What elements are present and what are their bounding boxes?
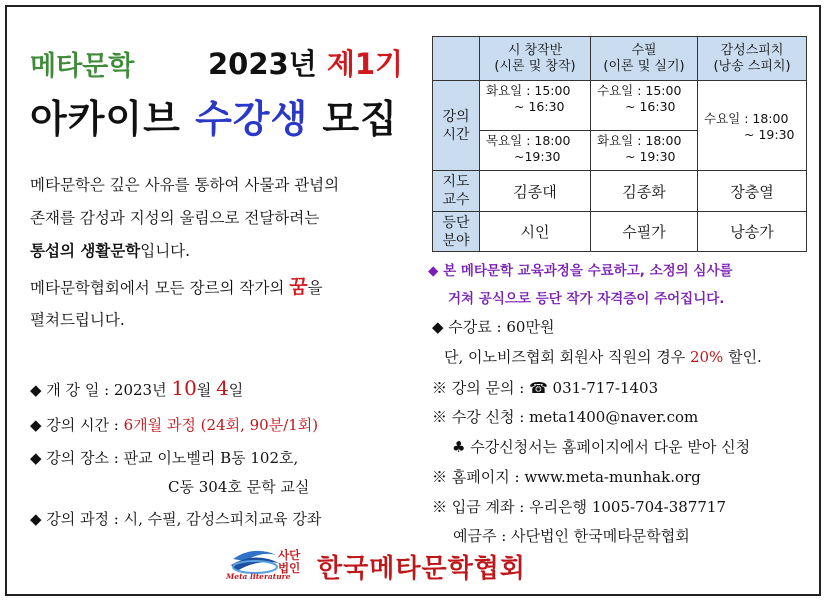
intro-line4-post: 을 (307, 279, 323, 297)
year-text: 2023년 (208, 47, 327, 81)
intro-line3-rest: 입니다. (140, 242, 191, 260)
row-header-field (433, 212, 480, 252)
intro-dream: 꿈 (289, 276, 308, 298)
info-duration (30, 414, 318, 435)
headline-part2: 모집 (308, 97, 398, 141)
col-header-essay (591, 37, 698, 81)
speech-time (698, 81, 807, 171)
time-end: ~ 19:30 (625, 149, 676, 164)
phone-number: 031-717-1403 (547, 379, 659, 397)
open-day: 4 (216, 376, 229, 400)
col-header-poetry (480, 37, 591, 81)
discount-line (444, 346, 762, 367)
time-start: 목요일 : 18:00 (486, 133, 571, 148)
headline-part1: 아카이브 (30, 97, 196, 141)
col-header-subtitle: (이론 및 실기) (603, 58, 685, 74)
apply-line: ※ 수강 신청 : meta1400@naver.com (432, 408, 699, 426)
teacher-speech: 장충열 (698, 171, 807, 212)
time-end: ~ 16:30 (514, 99, 565, 114)
info-place: ◆ 강의 장소 : 판교 이노벨리 B동 102호, (30, 449, 299, 467)
homepage-line: ※ 홈페이지 : www.meta-munhak.org (432, 468, 701, 486)
main-headline (30, 88, 398, 143)
info-place-line2: C동 304호 문학 교실 (168, 478, 310, 496)
intro-line4-pre: 메타문학협회에서 모든 장르의 작가의 (30, 279, 290, 297)
col-header-subtitle: (시론 및 창작) (494, 58, 576, 74)
phone-icon: ☎ (529, 379, 548, 397)
legal-type-bottom: 법인 (278, 561, 301, 575)
time-value: 6개월 과정 (24회, 90분/1회) (123, 416, 319, 434)
essay-time-1 (591, 81, 698, 131)
row-header-time (433, 81, 480, 171)
teacher-essay: 김종화 (591, 171, 698, 212)
info-course: ◆ 강의 과정 : 시, 수필, 감성스피치교육 강좌 (30, 510, 322, 528)
row-label-line1: 지도 (442, 174, 470, 190)
headline-highlight: 수강생 (195, 97, 309, 141)
account-holder: 예금주 : 사단법인 한국메타문학협회 (453, 527, 690, 545)
row-label-line1: 강의 (442, 108, 470, 125)
org-name: 한국메타문학협회 (317, 554, 526, 584)
open-day-unit: 일 (228, 381, 244, 399)
table-corner (433, 37, 480, 81)
field-poetry: 시인 (480, 212, 591, 252)
intro-line-2: 존재를 감성과 지성의 울림으로 전달하려는 (30, 209, 320, 227)
discount-post: 할인. (723, 348, 762, 366)
schedule-table (432, 36, 807, 252)
teacher-poetry: 김종대 (480, 171, 591, 212)
poetry-time-1 (480, 81, 591, 131)
info-open-date (30, 376, 243, 400)
col-header-title: 수필 (631, 42, 657, 58)
time-end: ~ 16:30 (625, 99, 676, 114)
term-number: 제1기 (326, 47, 404, 81)
essay-time-2 (591, 131, 698, 171)
account-line: ※ 입금 계좌 : 우리은행 1005-704-387717 (432, 498, 727, 516)
open-month: 10 (171, 376, 197, 400)
row-label-line1: 등단 (442, 214, 470, 231)
intro-line-5: 펼쳐드립니다. (30, 311, 125, 329)
time-start: 화요일 : 15:00 (486, 83, 571, 98)
field-speech: 낭송가 (698, 212, 807, 252)
inquiry-label: ※ 강의 문의 : (432, 379, 530, 397)
row-label-line2: 분야 (442, 232, 470, 249)
intro-bold: 통섭의 생활문학 (30, 242, 141, 260)
time-end: ~ 19:30 (744, 126, 795, 142)
legal-type-top: 사단 (278, 548, 301, 562)
col-header-subtitle: (낭송 스피치) (713, 58, 791, 74)
open-month-unit: 월 (196, 381, 217, 399)
row-label-line2: 시간 (442, 126, 470, 143)
discount-pre: 단, 이노비즈협회 회원사 직원의 경우 (444, 348, 690, 366)
field-essay: 수필가 (591, 212, 698, 252)
time-start: 수요일 : 15:00 (597, 83, 682, 98)
intro-line-3 (30, 239, 190, 261)
cert-note-2: 거쳐 공식으로 등단 작가 자격증이 주어집니다. (448, 291, 725, 307)
time-label: ◆ 강의 시간 : (30, 416, 124, 434)
open-label: ◆ 개 강 일 : 2023년 (30, 381, 172, 399)
time-end: ~19:30 (514, 149, 561, 164)
col-header-speech (698, 37, 807, 81)
row-header-teacher (433, 171, 480, 212)
time-start: 화요일 : 18:00 (597, 133, 682, 148)
term-title (208, 42, 403, 83)
discount-percent: 20% (689, 348, 724, 366)
apply-note: ♣ 수강신청서는 홈페이지에서 다운 받아 신청 (452, 438, 751, 456)
cert-note-1: ◆ 본 메타문학 교육과정을 수료하고, 소정의 심사를 (428, 263, 733, 279)
inquiry-line (432, 377, 658, 398)
fee-line: ◆ 수강료 : 60만원 (432, 318, 555, 336)
intro-line-4 (30, 272, 323, 299)
row-label-line2: 교수 (442, 192, 470, 208)
logo-caption: Meta literature (226, 572, 291, 581)
col-header-title: 감성스피치 (720, 42, 784, 58)
intro-line-1: 메타문학은 깊은 사유를 통하여 사물과 관념의 (30, 176, 340, 194)
poetry-time-2 (480, 131, 591, 171)
brand-title: 메타문학 (30, 51, 135, 82)
time-start: 수요일 : 18:00 (704, 110, 789, 126)
col-header-title: 시 창작반 (507, 42, 563, 58)
